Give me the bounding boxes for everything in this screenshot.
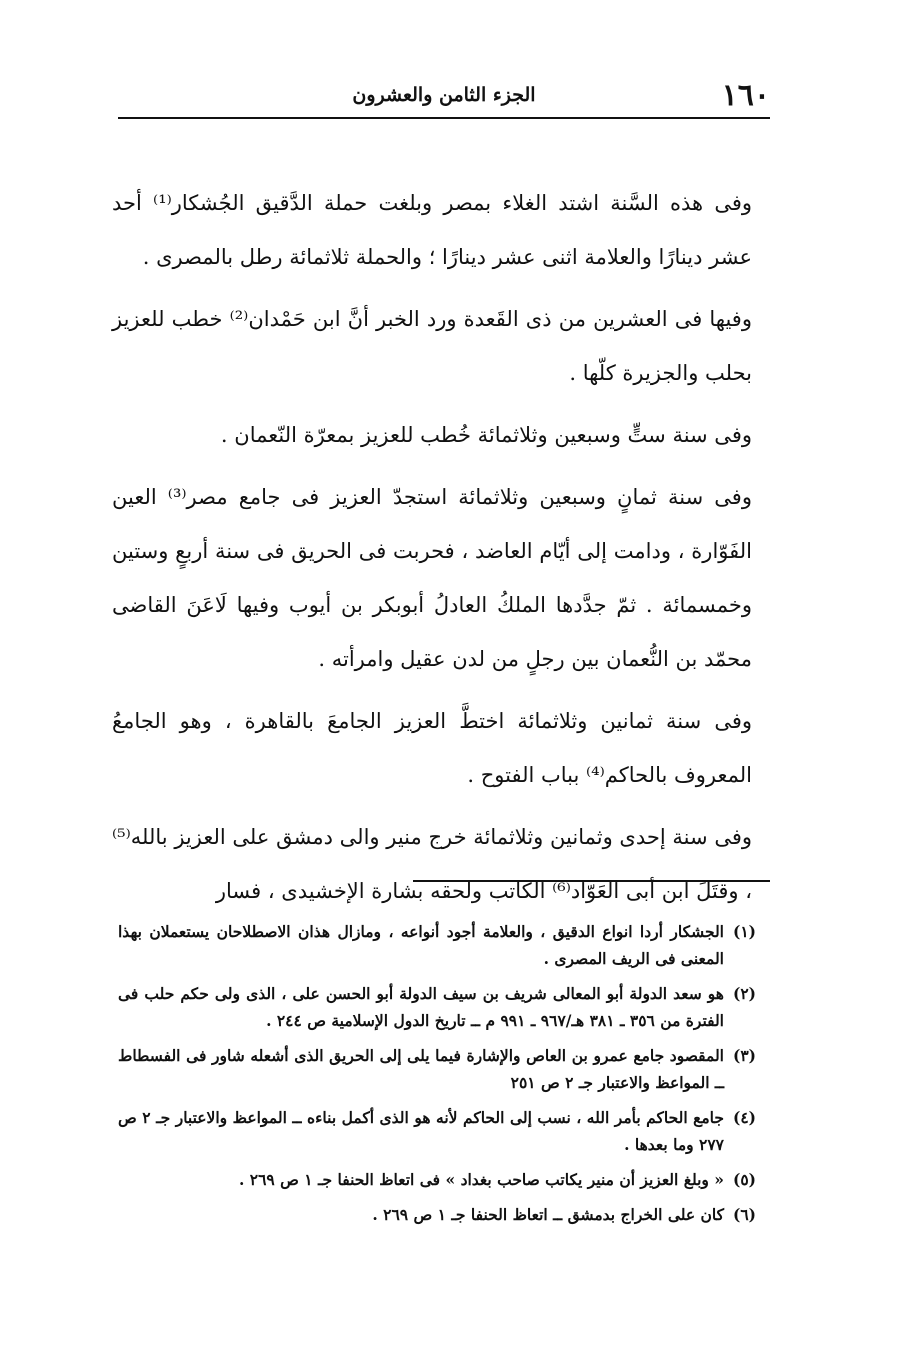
paragraph: وفى سنة ثمانٍ وسبعين وثلاثمائة استجدّ العزيز فى جامع مصر⁽³⁾ العين الفَوّارة ، ودامت إلى أيّام العاضد ، فحربت فى الحريق فى سنة أربعٍ وستين وخمسمائة . ثمّ جدَّدها الملكُ العادلُ أبوبكر بن أيوب وفيها لَاعَنَ القاضى محمّد بن النُّعمان بين رجلٍ من لدن عقيل وامرأته . [112, 485, 752, 671]
footnote [118, 980, 756, 1034]
footnote-text: جامع الحاكم بأمر الله ، نسب إلى الحاكم لأنه هو الذى أكمل بناءه ــ المواعظ والاعتبار جـ ٢ ص ٢٧٧ وما بعدها . [118, 1108, 724, 1154]
footnote-number: (٥) [732, 1170, 756, 1189]
footnote-text: هو سعد الدولة أبو المعالى شريف بن سيف الدولة أبو الحسن على ، الذى ولى حكم حلب فى الفترة من ٣٥٦ ـ ٣٨١ هـ/٩٦٧ ـ ٩٩١ م ــ تاريخ الدول الإسلامية ص ٢٤٤ . [118, 984, 724, 1030]
paragraph: وفيها فى العشرين من ذى القَعدة ورد الخبر أنَّ ابن حَمْدان⁽²⁾ خطب للعزيز بحلب والجزيرة كلّها . [112, 307, 752, 385]
footnote-number: (٤) [732, 1108, 756, 1127]
footnote [118, 1201, 756, 1228]
footnote [118, 1166, 756, 1193]
footnote [118, 1104, 756, 1158]
paragraph: وفى سنة ستٍّ وسبعين وثلاثمائة خُطب للعزيز بمعرّة النّعمان . [220, 423, 752, 447]
footnote-number: (٦) [732, 1205, 756, 1224]
page-number: ١٦٠ [721, 78, 770, 113]
footnote-text: « وبلغ العزيز أن منير يكاتب صاحب بغداد » فى اتعاظ الحنفا جـ ١ ص ٢٦٩ . [238, 1170, 724, 1189]
footnote-number: (٢) [732, 984, 756, 1003]
paragraph: وفى سنة إحدى وثمانين وثلاثمائة خرج منير والى دمشق على العزيز بالله⁽⁵⁾ ، وقتَلَ ابن أبى العَوّاد⁽⁶⁾ الكاتب ولحقه بشارة الإخشيدى ، فسار [112, 825, 752, 903]
footnote [118, 918, 756, 972]
footnote-rule [413, 880, 770, 882]
main-text [112, 176, 752, 926]
footnote-number: (١) [732, 922, 756, 941]
paragraph: وفى سنة ثمانين وثلاثمائة اختطَّ العزيز الجامعَ بالقاهرة ، وهو الجامعُ المعروف بالحاكم⁽⁴⁾ بباب الفتوح . [112, 709, 752, 787]
page-header [118, 78, 770, 113]
footnote-number: (٣) [732, 1046, 756, 1065]
footnote-text: الجشكار أردا انواع الدقيق ، والعلامة أجود أنواعه ، ومازال هذان الاصطلاحان يستعملان بهذا المعنى فى الريف المصرى . [118, 922, 724, 968]
header-rule [118, 117, 770, 119]
footnotes [118, 918, 756, 1236]
running-title: الجزء الثامن والعشرون [352, 84, 536, 106]
footnote-text: المقصود جامع عمرو بن العاص والإشارة فيما يلى إلى الحريق الذى أشعله شاور فى الفسطاط ــ المواعظ والاعتبار جـ ٢ ص ٢٥١ [118, 1046, 724, 1092]
footnote [118, 1042, 756, 1096]
footnote-text: كان على الخراج بدمشق ــ اتعاظ الحنفا جـ ١ ص ٢٦٩ . [372, 1205, 724, 1224]
paragraph: وفى هذه السَّنة اشتد الغلاء بمصر وبلغت حملة الدَّقيق الجُشكار⁽¹⁾ أحد عشر دينارًا والعلامة اثنى عشر دينارًا ؛ والحملة ثلاثمائة رطل بالمصرى . [112, 191, 752, 269]
